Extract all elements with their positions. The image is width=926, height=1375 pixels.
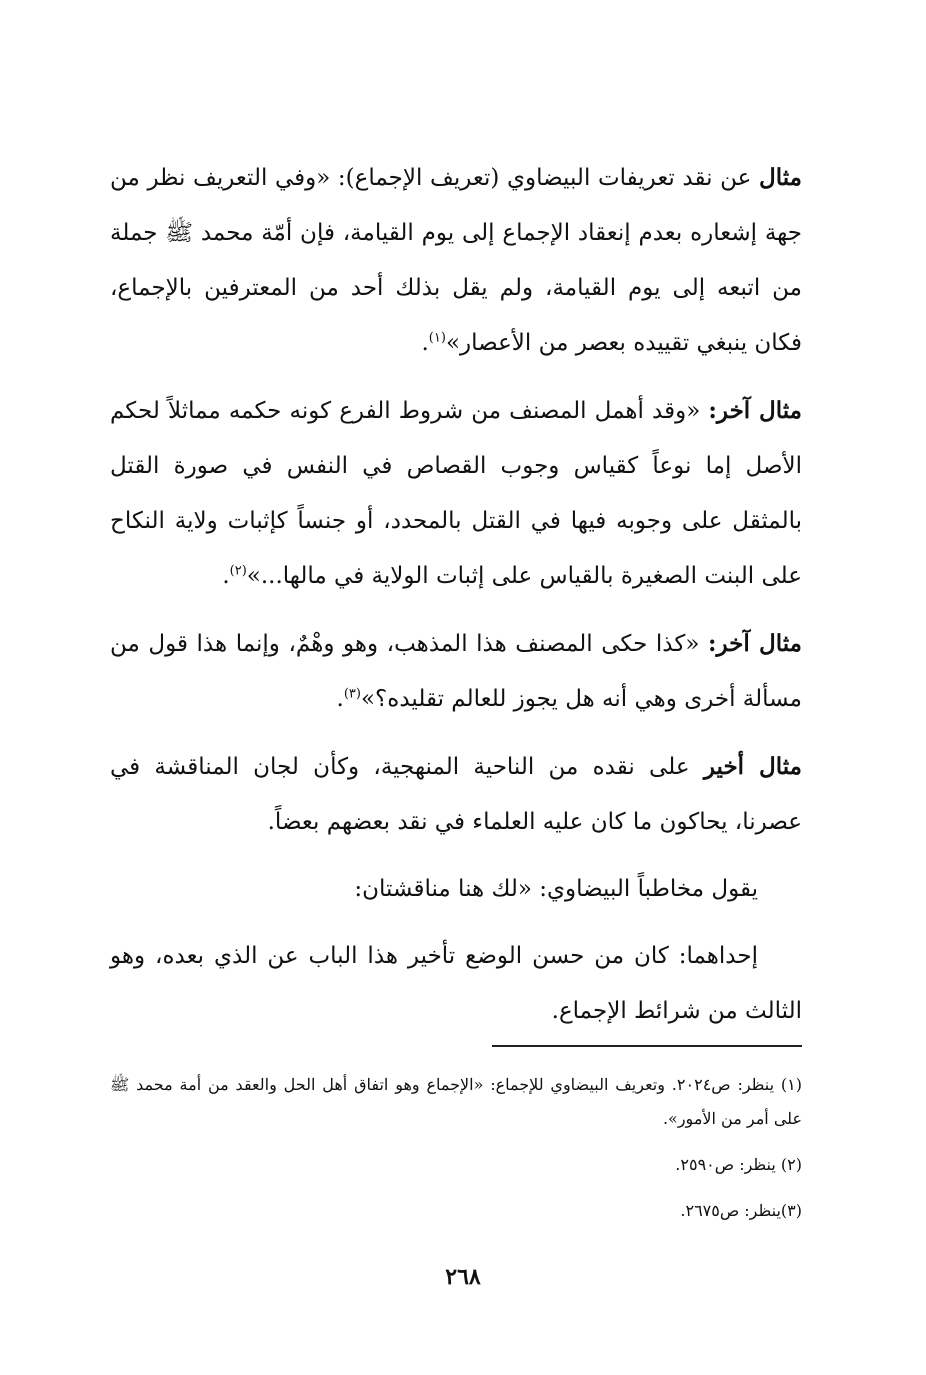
paragraph-text: عن نقد تعريفات البيضاوي (تعريف الإجماع): «وفي التعريف نظر من جهة إشعاره بعدم إنعقاد الإجماع إلى يوم القيامة، فإن أمّة محمد ﷺ جملة من اتبعه إلى يوم القيامة، ولم يقل بذلك أحد من المعترفين بالإجماع، فكان ينبغي تقييده بعصر من الأعصار» — [110, 165, 802, 356]
paragraph-example-4 — [110, 739, 802, 850]
main-text — [110, 150, 802, 1051]
footnotes — [110, 1068, 802, 1240]
paragraph-example-3 — [110, 616, 802, 727]
paragraph-end: . — [336, 686, 344, 712]
footnote-divider — [492, 1045, 802, 1047]
example-label: مثال آخر: — [708, 397, 802, 424]
paragraph-first-point: إحداهما: كان من حسن الوضع تأخير هذا الباب عن الذي بعده، وهو الثالث من شرائط الإجماع. — [110, 943, 802, 1024]
paragraph-end: . — [421, 330, 429, 356]
footnote-ref-1: (١) — [428, 330, 446, 346]
footnote-ref-3: (٣) — [343, 686, 361, 702]
example-label: مثال — [759, 164, 802, 191]
example-label: مثال أخير — [703, 753, 802, 780]
paragraph-example-2 — [110, 383, 802, 604]
paragraph-quote-intro: يقول مخاطباً البيضاوي: «لك هنا مناقشتان: — [354, 876, 758, 902]
paragraph-text: على نقده من الناحية المنهجية، وكأن لجان المناقشة في عصرنا، يحاكون ما كان عليه العلماء في نقد بعضهم بعضاً. — [110, 754, 802, 835]
footnote-3: (٣)ينظر: ص٢٦٧٥. — [680, 1201, 802, 1220]
paragraph-example-1 — [110, 150, 802, 371]
page-number: ٢٦٨ — [445, 1264, 481, 1290]
footnote-ref-2: (٢) — [229, 563, 247, 579]
paragraph-end: . — [222, 563, 230, 589]
footnote-2: (٢) ينظر: ص٢٥٩٠. — [675, 1155, 802, 1174]
example-label: مثال آخر: — [707, 630, 802, 657]
footnote-1: (١) ينظر: ص٢٠٢٤. وتعريف البيضاوي للإجماع: «الإجماع وهو اتفاق أهل الحل والعقد من أمة محمد ﷺ على أمر من الأمور». — [110, 1075, 803, 1128]
paragraph-text: «وقد أهمل المصنف من شروط الفرع كونه حكمه مماثلاً لحكم الأصل إما نوعاً كقياس وجوب القصاص في النفس في صورة القتل بالمثقل على وجوبه فيها في القتل بالمحدد، أو جنساً كإثبات ولاية النكاح على البنت الصغيرة بالقياس على إثبات الولاية في مالها...» — [110, 398, 802, 589]
paragraph-text: «كذا حكى المصنف هذا المذهب، وهو وهْمٌ، وإنما هذا قول من مسألة أخرى وهي أنه هل يجوز للعالم تقليده؟» — [110, 631, 802, 712]
